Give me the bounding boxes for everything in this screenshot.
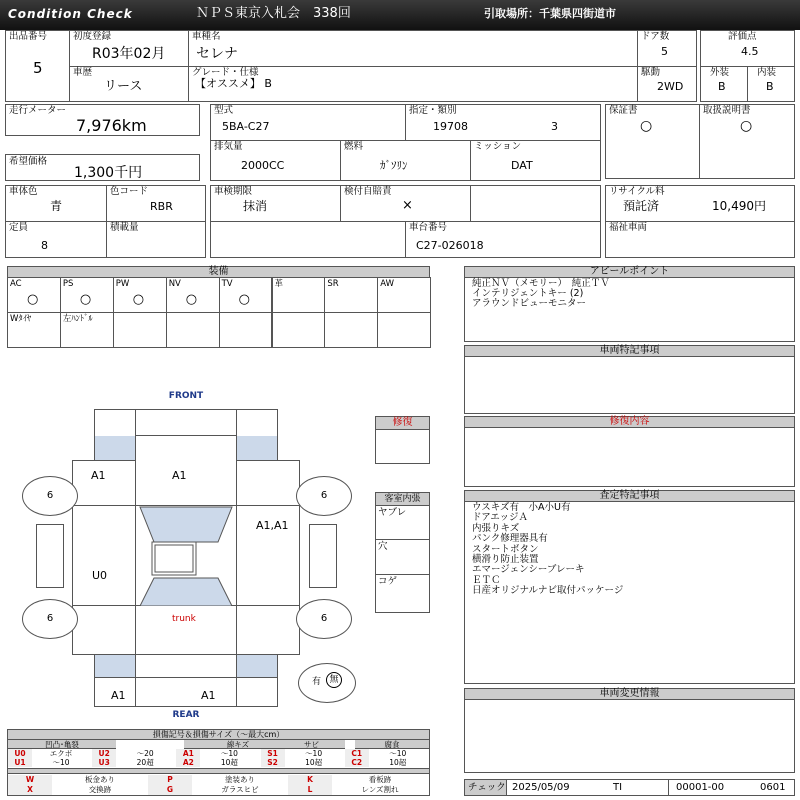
warranty-value: ○ — [640, 118, 653, 134]
legend-mark-desc: 塗装あり — [225, 775, 255, 784]
trunk-label: trunk — [172, 614, 196, 624]
equipment-label: AC — [10, 279, 22, 289]
tire-rear-right: 6 — [296, 599, 352, 639]
first-reg-value: R03年02月 — [92, 46, 166, 62]
check-date: 2025/05/09 — [512, 782, 570, 793]
list-line: パンク修理器具有 — [472, 533, 548, 545]
inspection-notes-title: 査定特記事項 — [464, 490, 795, 502]
panel-rear-right-corner — [236, 654, 278, 678]
rating-value: 4.5 — [741, 45, 759, 58]
legend-group: 線キズ — [184, 740, 292, 749]
repair-detail-title: 修復内容 — [464, 416, 795, 428]
history-label: 車歴 — [73, 67, 93, 78]
legend-mark-code: W — [8, 775, 52, 785]
panel-front-bumper — [135, 409, 237, 436]
mission-value: DAT — [511, 159, 533, 172]
manual-label: 取扱説明書 — [703, 105, 751, 116]
equipment-cell — [272, 277, 326, 313]
header-bar — [0, 0, 800, 30]
repair-title: 修復 — [375, 416, 430, 430]
equipment-label: 革 — [274, 279, 284, 289]
legend-mark-code: P — [148, 775, 192, 785]
rating-label: 評価点 — [728, 31, 757, 42]
manual-value: ○ — [740, 118, 753, 134]
legend-code: C1 — [345, 749, 369, 758]
changes-box — [464, 699, 795, 773]
recycle-fee-value: 10,490円 — [712, 199, 766, 213]
cabin-burn: コゲ — [378, 576, 398, 587]
list-line: アラウンドビューモニター — [472, 298, 587, 309]
legend-group: 凹凸･亀裂 — [8, 740, 116, 749]
designation-value: 19708 — [433, 120, 468, 133]
front-windshield — [140, 507, 232, 542]
panel-right-quarter — [236, 605, 300, 655]
tire-front-right: 6 — [296, 476, 352, 516]
fuel-label: 燃料 — [344, 141, 364, 152]
equipment-value: ○ — [132, 292, 145, 307]
color-code-label: 色コード — [110, 186, 149, 197]
drive-value: 2WD — [657, 80, 684, 93]
legend-desc: ～20 — [136, 749, 154, 758]
legend-desc: ～10 — [389, 749, 407, 758]
equipment-label: SR — [327, 279, 339, 289]
category-value: 3 — [551, 120, 558, 133]
front-label: FRONT — [168, 391, 204, 401]
grade-label: グレード・仕様 — [192, 67, 259, 78]
appeal-title: アピールポイント — [464, 266, 795, 278]
header-right: 引取場所：千葉県四街道市 — [484, 7, 616, 20]
check-label: チェック — [468, 782, 506, 793]
list-line: 内張りキズ — [472, 522, 520, 534]
equipment-cell — [60, 312, 114, 348]
equipment-label: TV — [221, 279, 233, 289]
cabin-box — [375, 505, 430, 613]
list-line: 横滑り防止装置 — [472, 554, 539, 566]
blank-cell-a — [470, 185, 601, 222]
capacity-label: 定員 — [9, 222, 29, 233]
mark-rear-right: A1 — [201, 689, 216, 702]
inspection-label: 車検期限 — [214, 186, 253, 197]
legend-code: A1 — [176, 749, 200, 758]
grade-value: 【オススメ】 B — [195, 77, 272, 90]
welfare-label: 福祉車両 — [609, 222, 648, 233]
doors-value: 5 — [661, 45, 668, 58]
equipment-label: NV — [168, 279, 181, 289]
legend-desc: ～10 — [52, 758, 70, 767]
equipment-cell — [113, 277, 167, 313]
legend-code: S1 — [261, 749, 285, 758]
list-line: インテリジェントキー (2) — [472, 288, 584, 299]
insurance-value: × — [402, 198, 413, 213]
recycle-value: 預託済 — [623, 199, 660, 213]
panel-left-quarter — [72, 605, 136, 655]
list-line: エマージェンシーブレーキ — [472, 564, 585, 576]
equipment-label: Wﾀｲﾔ — [10, 314, 32, 324]
equipment-label: 左ﾊﾝﾄﾞﾙ — [62, 314, 93, 324]
designation-label: 指定・類別 — [409, 105, 457, 116]
doors-label: ドア数 — [641, 31, 670, 42]
equipment-value: ○ — [185, 292, 198, 307]
capacity-value: 8 — [41, 239, 48, 252]
smoke-yes: 有 — [312, 677, 322, 687]
check-inspector: TI — [613, 782, 623, 793]
lot-value: 5 — [33, 59, 43, 77]
mileage-label: 走行メーター — [9, 105, 67, 116]
equipment-cell — [7, 277, 61, 313]
tire-rear-left: 6 — [22, 599, 78, 639]
history-value: リース — [104, 79, 143, 94]
equipment-cell — [166, 312, 220, 348]
header-left: Condition Check — [8, 7, 133, 21]
legend-group: サビ — [278, 740, 345, 749]
special-title: 車両特記事項 — [464, 345, 795, 357]
mileage-value: 7,976km — [76, 116, 147, 135]
legend-desc: ～10 — [220, 749, 238, 758]
repair-detail-box — [464, 427, 795, 487]
equipment-value: ○ — [79, 292, 92, 307]
equipment-cell — [113, 312, 167, 348]
equipment-cell — [377, 312, 431, 348]
legend-mark-code: X — [8, 785, 52, 795]
legend-code: C2 — [345, 758, 369, 767]
list-line: ＥＴＣ — [472, 574, 501, 586]
damage-legend — [7, 729, 430, 796]
changes-title: 車両変更情報 — [464, 688, 795, 700]
color-label: 車体色 — [9, 186, 38, 197]
legend-group: 腐食 — [355, 740, 429, 749]
mark-left-side: U0 — [92, 569, 108, 582]
list-line: ウスキズ有 小A小U有 — [472, 502, 571, 513]
smoke-no-circled: 無 — [326, 672, 342, 688]
left-mirror-panel — [36, 524, 64, 588]
equipment-label: AW — [380, 279, 395, 289]
equipment-value: ○ — [27, 292, 39, 307]
list-line: スタートボタン — [472, 543, 539, 555]
panel-front-left-corner — [94, 409, 136, 461]
rear-label: REAR — [172, 710, 200, 720]
cabin-tear: ヤブレ — [378, 507, 407, 518]
model-name-value: セレナ — [196, 46, 238, 62]
panel-front-right-corner — [236, 409, 278, 461]
tire-front-left: 6 — [22, 476, 78, 516]
mark-rear-left: A1 — [111, 689, 126, 702]
legend-mark-code: K — [288, 775, 332, 785]
interior-label: 内装 — [757, 67, 777, 78]
legend-mark-desc: レンズ割れ — [361, 785, 399, 794]
equipment-cell — [219, 277, 273, 313]
load-label: 積載量 — [110, 222, 139, 233]
equipment-cell — [7, 312, 61, 348]
equipment-label: PW — [115, 279, 130, 289]
special-box — [464, 356, 795, 414]
first-reg-label: 初度登録 — [73, 31, 112, 42]
legend-code: U0 — [8, 749, 32, 758]
equipment-cell — [60, 277, 114, 313]
rear-windshield — [140, 578, 232, 606]
mark-hood-center: A1 — [172, 469, 187, 482]
chassis-label: 車台番号 — [409, 222, 448, 233]
drive-label: 駆動 — [641, 67, 661, 78]
legend-mark-desc: 板金あり — [85, 775, 115, 784]
equipment-cell — [219, 312, 273, 348]
chassis-value: C27-026018 — [416, 239, 484, 252]
check-code2: 0601 — [760, 782, 786, 793]
equipment-cell — [324, 312, 378, 348]
legend-desc: 10超 — [389, 758, 407, 767]
mark-hood-left: A1 — [91, 469, 106, 482]
list-line: 日産オリジナルナビ取付パッケージ — [472, 585, 624, 597]
model-name-cell — [188, 30, 638, 67]
right-mirror-panel — [309, 524, 337, 588]
blank-cell-b — [210, 221, 406, 258]
legend-desc: 10超 — [220, 758, 238, 767]
lot-label: 出品番号 — [9, 31, 48, 42]
legend-mark-desc: 交換跡 — [88, 785, 112, 794]
equipment-cell — [377, 277, 431, 313]
legend-mark-code: L — [288, 785, 332, 795]
type-label: 型式 — [214, 105, 234, 116]
equipment-label: PS — [62, 279, 74, 289]
panel-right-fender — [236, 460, 300, 506]
panel-left-door — [72, 505, 136, 606]
inspection-value: 抹消 — [243, 199, 268, 213]
equipment-cell — [272, 312, 326, 348]
legend-code: A2 — [176, 758, 200, 767]
exterior-value: B — [718, 80, 726, 93]
mark-right-side: A1,A1 — [256, 519, 289, 532]
warranty-label: 保証書 — [609, 105, 638, 116]
legend-desc: ～10 — [305, 749, 323, 758]
smoke-indicator — [298, 663, 356, 703]
equipment-title: 装備 — [7, 266, 430, 278]
type-value: 5BA-C27 — [222, 120, 270, 133]
color-code-value: RBR — [150, 200, 173, 213]
legend-title: 損傷記号＆損傷サイズ（～最大cm） — [8, 730, 429, 740]
legend-code: U2 — [92, 749, 116, 758]
inspection-notes-lines — [472, 503, 623, 597]
insurance-label: 検付自賠責 — [344, 186, 392, 197]
legend-desc: 10超 — [305, 758, 323, 767]
panel-rear-left-corner — [94, 654, 136, 678]
header-center: ＮＰＳ東京入札会 338回 — [196, 6, 351, 21]
price-label: 希望価格 — [9, 156, 48, 167]
equipment-cell — [324, 277, 378, 313]
legend-mark-desc: 看板跡 — [368, 775, 392, 784]
legend-code: S2 — [261, 758, 285, 767]
cabin-title: 客室内張 — [375, 492, 430, 506]
legend-code: U1 — [8, 758, 32, 767]
fuel-value: ｶﾞｿﾘﾝ — [380, 159, 408, 172]
model-name-label: 車種名 — [192, 31, 221, 42]
price-value: 1,300千円 — [74, 165, 143, 181]
legend-mark-code: G — [148, 785, 192, 795]
legend-divider — [8, 768, 429, 774]
displacement-label: 排気量 — [214, 141, 243, 152]
mission-label: ミッション — [474, 141, 522, 152]
list-line: ドアエッジＡ — [472, 512, 529, 524]
legend-desc: エクボ — [49, 749, 73, 758]
repair-box — [375, 429, 430, 464]
appeal-lines — [472, 279, 610, 309]
color-value: 青 — [50, 199, 63, 213]
equipment-value: ○ — [238, 292, 250, 307]
exterior-label: 外装 — [710, 67, 730, 78]
windshield-graphic — [135, 505, 237, 606]
displacement-value: 2000CC — [241, 159, 285, 172]
panel-left-fender — [72, 460, 136, 506]
interior-value: B — [766, 80, 774, 93]
cabin-hole: 穴 — [378, 541, 388, 552]
panel-trunk — [135, 605, 237, 655]
check-code1: 00001-00 — [676, 782, 725, 793]
legend-code: U3 — [92, 758, 116, 767]
legend-desc: 20超 — [136, 758, 154, 767]
recycle-label: リサイクル料 — [609, 186, 665, 197]
legend-mark-desc: ガラスヒビ — [221, 785, 259, 794]
list-line: 純正ＮＶ（メモリー） 純正ＴＶ — [472, 278, 610, 289]
equipment-cell — [166, 277, 220, 313]
